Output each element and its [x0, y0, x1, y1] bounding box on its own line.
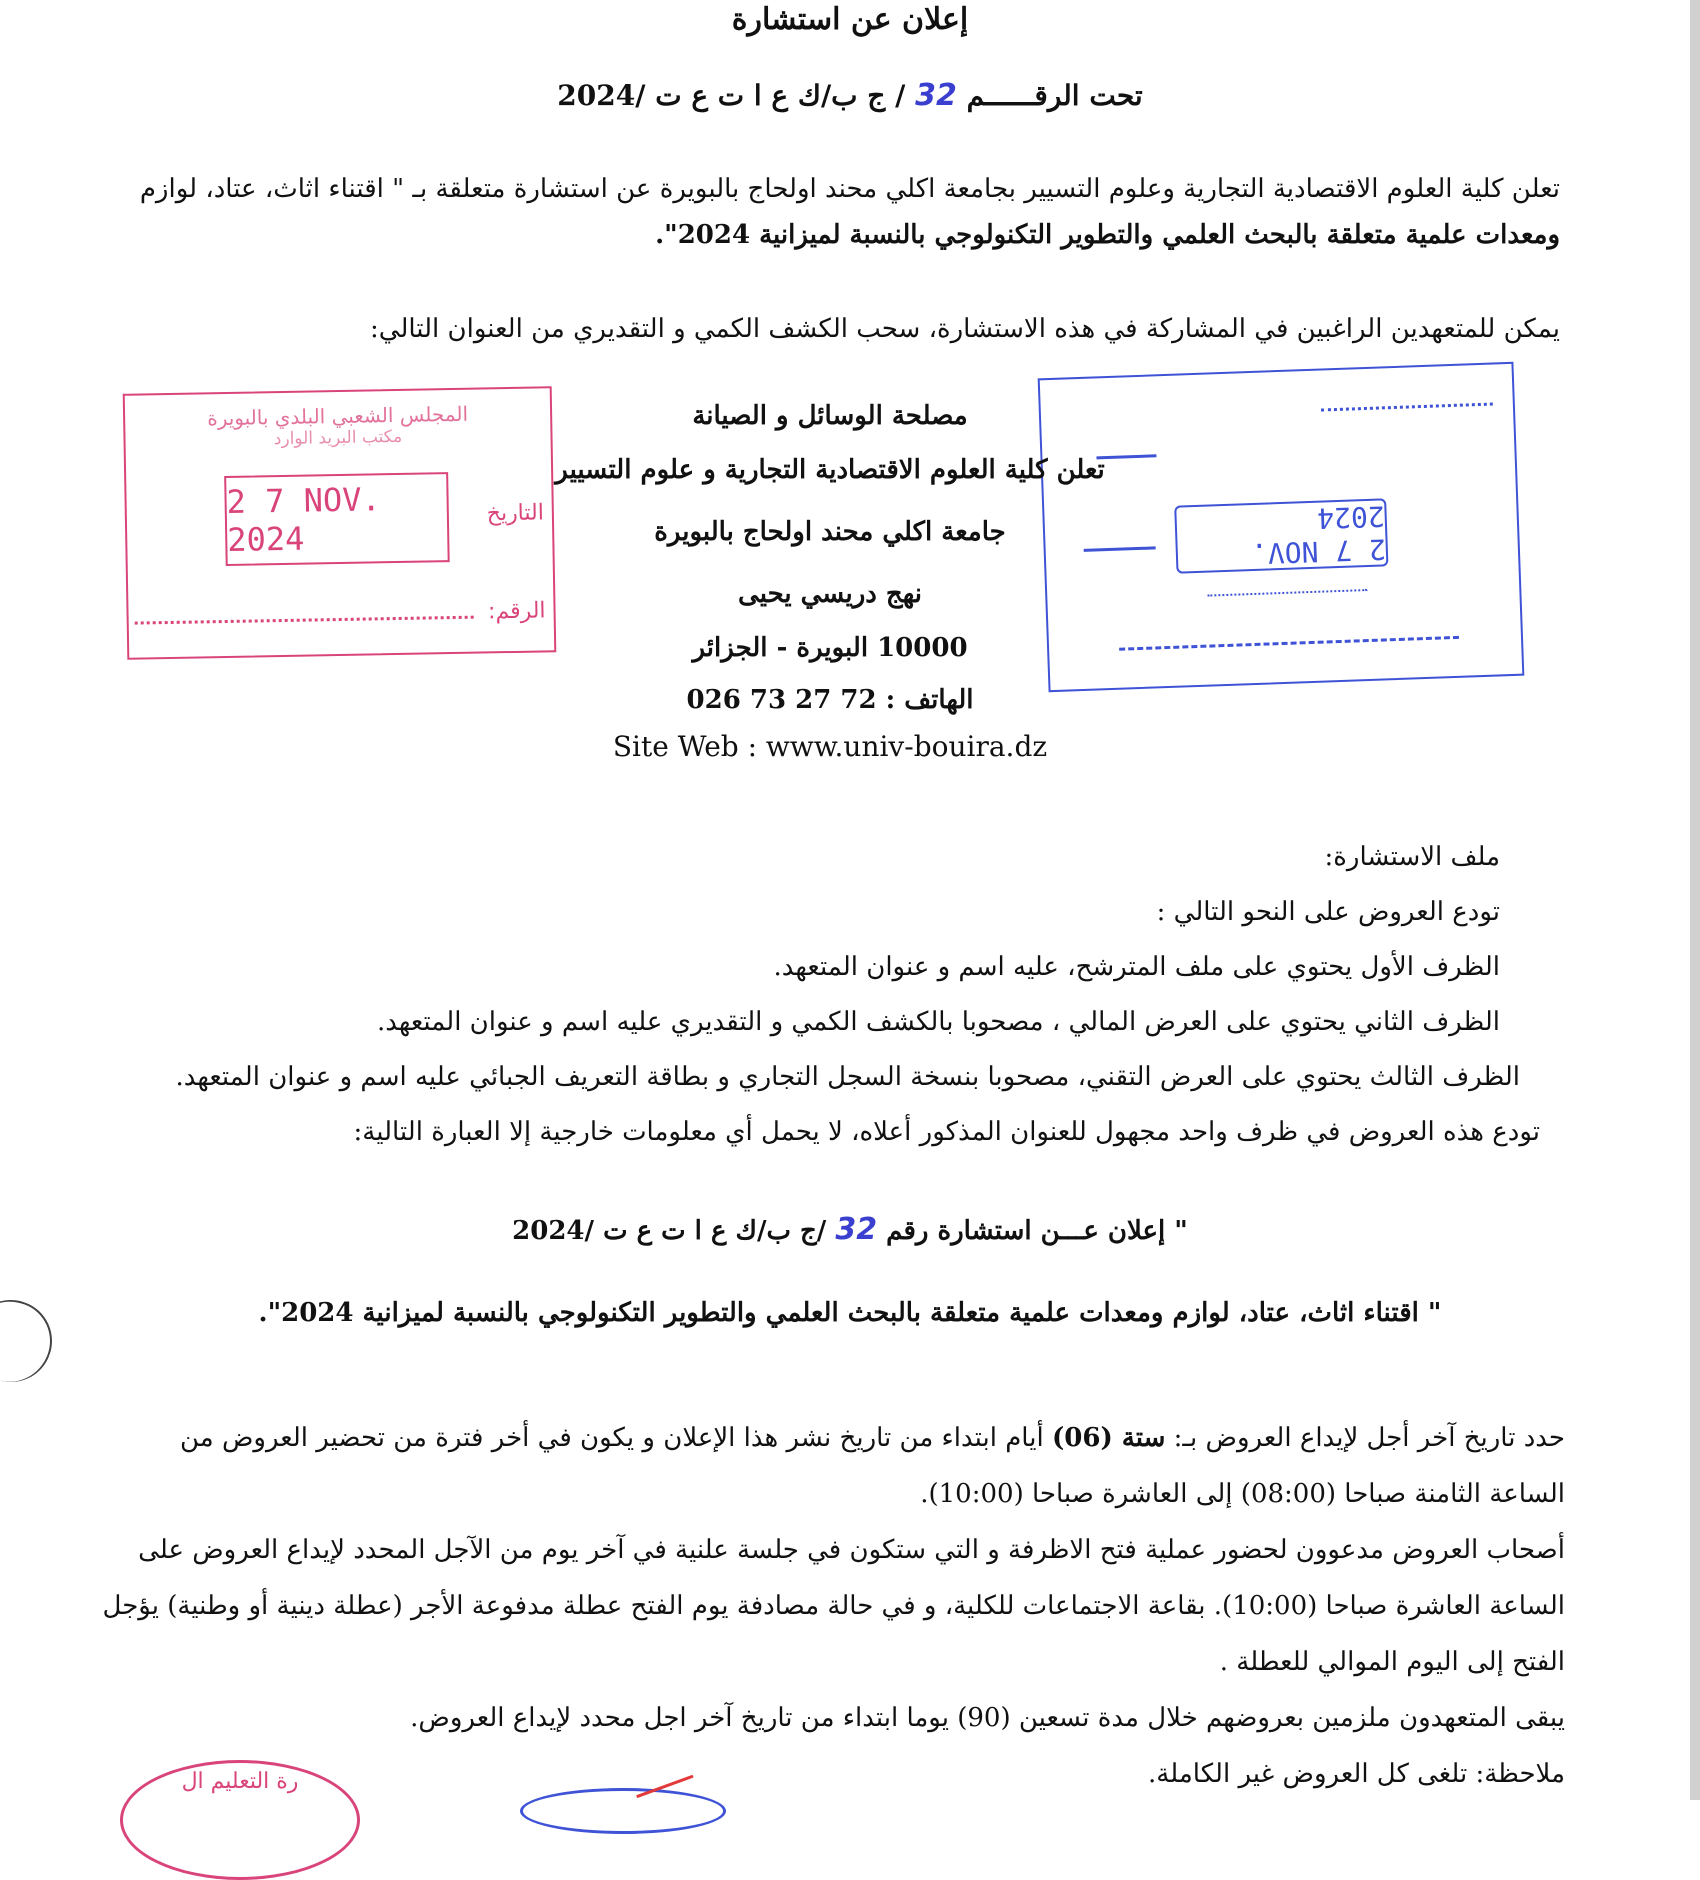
quote-prefix: " إعلان عـــن استشارة رقم — [886, 1216, 1188, 1246]
blue-stamp-date: 2 7 NOV. 2024 — [1174, 498, 1388, 573]
page-edge — [1690, 0, 1700, 1800]
pink-stamp-date-label: التاريخ — [486, 500, 545, 527]
dossier-line-1: تودع العروض على النحو التالي : — [1156, 897, 1500, 927]
bottom-stamp-text: رة التعليم ال — [181, 1769, 299, 1794]
intro-line-1: تعلن كلية العلوم الاقتصادية التجارية وعلوم التسيير بجامعة اكلي محند اولحاج بالبويرة عن استشارة متعلقة بـ " اقتناء اثاث، عتاد، لوازم — [139, 174, 1560, 204]
intro-paragraph — [120, 166, 1560, 258]
dossier-line-2: الظرف الأول يحتوي على ملف المترشح، عليه اسم و عنوان المتعهد. — [773, 952, 1500, 982]
reference-suffix: / ج ب/ك ع ا ت ع ت /2024 — [557, 79, 906, 112]
address-website: Site Web : www.univ-bouira.dz — [612, 730, 1048, 763]
reference-line — [0, 78, 1700, 113]
pink-stamp-number-label: الرقم: — [487, 598, 546, 625]
terms-deadline-days: ستة (06) — [1051, 1423, 1166, 1453]
bottom-round-stamp — [120, 1760, 360, 1880]
quote-number-handwritten: 32 — [835, 1212, 878, 1247]
pink-stamp-line-1: المجلس الشعبي البلدي بالبويرة — [207, 401, 469, 431]
reference-number-handwritten: 32 — [915, 78, 957, 113]
terms-deadline-line-1 — [90, 1410, 1565, 1466]
address-phone: الهاتف : 72 27 73 026 — [686, 685, 974, 715]
address-service: مصلحة الوسائل و الصيانة — [692, 401, 968, 431]
address-city: 10000 البويرة - الجزائر — [692, 633, 968, 663]
terms-opening-line-2: الساعة العاشرة صباحا (10:00). بقاعة الاجتماعات للكلية، و في حالة مصادفة يوم الفتح عطلة مدفوعة الأجر (عطلة دينية أو وطنية) يؤجل — [102, 1591, 1565, 1621]
pink-stamp-line-2: مكتب البريد الوارد — [273, 426, 403, 450]
dossier-heading: ملف الاستشارة: — [1324, 842, 1500, 872]
document-title: إعلان عن استشارة — [731, 2, 969, 37]
pink-stamp-date: 2 7 NOV. 2024 — [224, 472, 450, 566]
dossier-line-4: الظرف الثالث يحتوي على العرض التقني، مصحوبا بنسخة السجل التجاري و بطاقة التعريف الجبائي عليه اسم و عنوان المتعهد. — [175, 1062, 1520, 1092]
intro-line-3: يمكن للمتعهدين الراغبين في المشاركة في هذه الاستشارة، سحب الكشف الكمي و التقديري من العنوان التالي: — [370, 314, 1560, 344]
pink-reception-stamp — [123, 386, 557, 659]
terms-section — [90, 1410, 1565, 1802]
terms-deadline-b: أيام ابتداء من تاريخ نشر هذا الإعلان و يكون في أخر فترة من تحضير العروض من — [179, 1423, 1044, 1453]
terms-deadline-line-2: الساعة الثامنة صباحا (08:00) إلى العاشرة صباحا (10:00). — [920, 1479, 1565, 1509]
terms-note: ملاحظة: تلغى كل العروض غير الكاملة. — [1148, 1759, 1565, 1789]
blue-stamp-dotted-line — [1321, 403, 1493, 412]
blue-stamp-scribble-4 — [1118, 616, 1459, 651]
address-street: نهج دريسي يحيى — [738, 579, 922, 609]
blue-stamp-scribble-3 — [1207, 589, 1367, 597]
address-university: جامعة اكلي محند اولحاج بالبويرة — [654, 517, 1006, 547]
address-faculty: تعلن كلية العلوم الاقتصادية التجارية و علوم التسيير — [555, 455, 1105, 485]
terms-opening-line-3: الفتح إلى اليوم الموالي للعطلة . — [1219, 1647, 1565, 1677]
terms-opening-line-1: أصحاب العروض مدعوون لحضور عملية فتح الاظرفة و التي ستكون في جلسة علنية في آخر يوم من الآجل المحدد لإيداع العروض على — [138, 1535, 1565, 1565]
dossier-line-3: الظرف الثاني يحتوي على العرض المالي ، مصحوبا بالكشف الكمي و التقديري عليه اسم و عنوان المتعهد. — [376, 1007, 1500, 1037]
quote-suffix: /ج ب/ك ع ا ت ع ت /2024 — [512, 1216, 827, 1246]
quote-line-2: " اقتناء اثاث، عتاد، لوازم ومعدات علمية متعلقة بالبحث العلمي والتطوير التكنولوجي بالنسبة لميزانية 2024". — [258, 1298, 1442, 1328]
terms-validity: يبقى المتعهدون ملزمين بعروضهم خلال مدة تسعين (90) يوما ابتداء من تاريخ آخر اجل محدد لإيداع العروض. — [410, 1703, 1565, 1733]
pink-stamp-dotted-line — [135, 616, 474, 625]
intro-line-2: ومعدات علمية متعلقة بالبحث العلمي والتطوير التكنولوجي بالنسبة لميزانية 2024". — [655, 220, 1560, 250]
reference-prefix: تحت الرقــــــم — [966, 79, 1143, 112]
terms-deadline-a: حدد تاريخ آخر أجل لإيداع العروض بـ: — [1173, 1423, 1565, 1453]
dossier-line-5: تودع هذه العروض في ظرف واحد مجهول للعنوان المذكور أعلاه، لا يحمل أي معلومات خارجية إلا العبارة التالية: — [353, 1117, 1540, 1147]
dossier-section — [100, 830, 1540, 1160]
quote-line-1 — [0, 1212, 1700, 1247]
